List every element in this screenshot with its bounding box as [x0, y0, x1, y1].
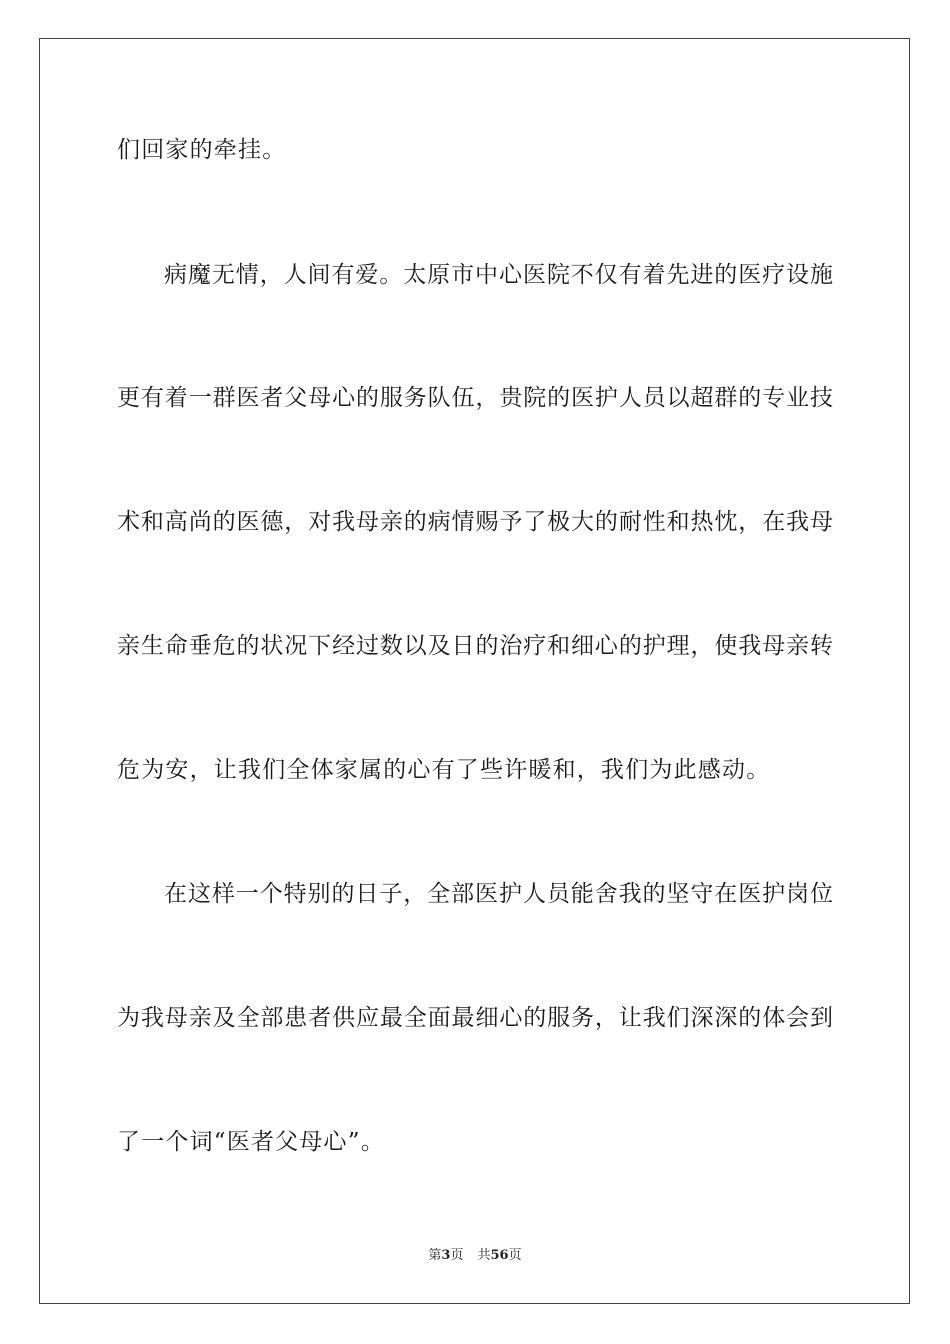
paragraph-first-line: 病魔无情，人间有爱。太原市中心医院不仅有着先进的医疗设施 — [164, 262, 833, 288]
text-line: 了一个词“医者父母心”。 — [117, 1129, 385, 1155]
paragraph-first-line: 在这样一个特别的日子，全部医护人员能舍我的坚守在医护岗位 — [164, 881, 833, 907]
page-prefix: 第 — [428, 1248, 442, 1263]
text-line: 术和高尚的医德，对我母亲的病情赐予了极大的耐性和热忱，在我母 — [117, 509, 833, 535]
text-line: 亲生命垂危的状况下经过数以及日的治疗和细心的护理，使我母亲转 — [117, 633, 833, 659]
total-pages: 56 — [490, 1248, 509, 1263]
text-line: 们回家的牵挂。 — [117, 137, 287, 163]
text-line: 更有着一群医者父母心的服务队伍，贵院的医护人员以超群的专业技 — [117, 385, 833, 411]
page-border — [39, 38, 910, 1304]
text-line: 为我母亲及全部患者供应最全面最细心的服务，让我们深深的体会到 — [117, 1005, 833, 1031]
page-suffix: 页 — [450, 1248, 464, 1263]
total-prefix: 共 — [477, 1248, 491, 1263]
page-footer — [0, 1247, 950, 1265]
text-line: 危为安，让我们全体家属的心有了些许暖和，我们为此感动。 — [117, 757, 771, 783]
page-number: 3 — [441, 1248, 451, 1263]
total-suffix: 页 — [508, 1248, 522, 1263]
